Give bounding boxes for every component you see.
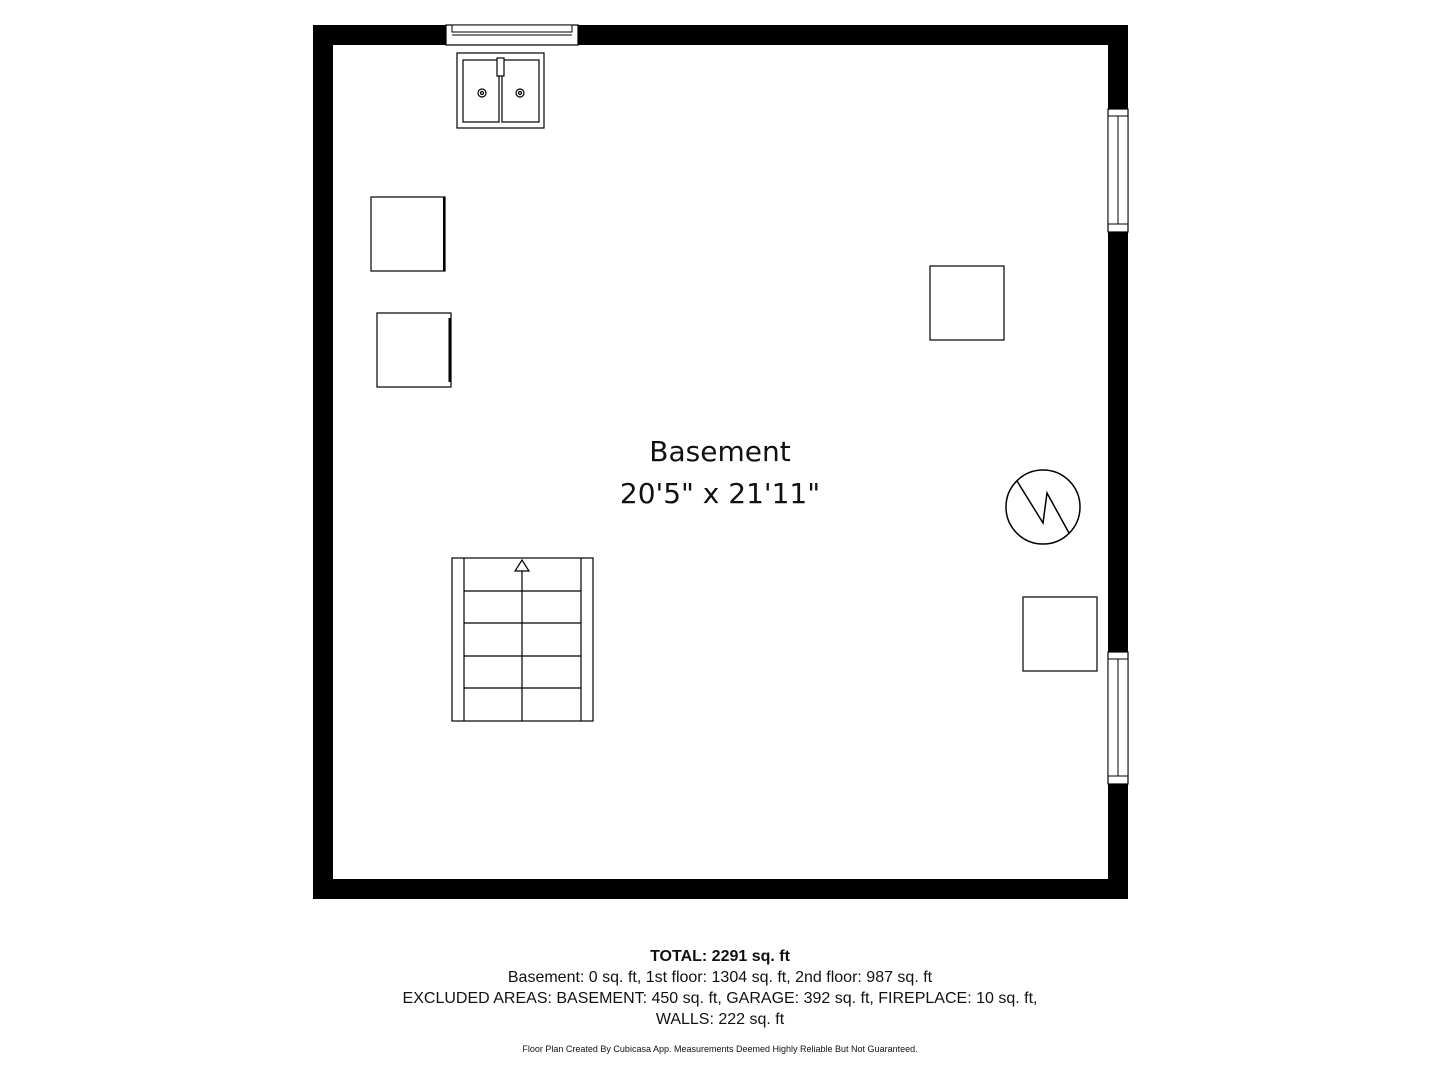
window-icon [1108, 109, 1128, 232]
area-summary [0, 946, 1440, 1054]
window-icon [446, 25, 578, 45]
window-icon [1108, 652, 1128, 784]
room-dimensions: 20'5" x 21'11" [619, 477, 821, 510]
appliance-icon [371, 197, 445, 271]
total-area: TOTAL: 2291 sq. ft [650, 948, 790, 965]
sink-icon [457, 53, 544, 128]
appliance-icon [930, 266, 1004, 340]
walls-area: WALLS: 222 sq. ft [655, 1011, 785, 1028]
floor-areas: Basement: 0 sq. ft, 1st floor: 1304 sq. ft, 2nd floor: 987 sq. ft [507, 969, 933, 986]
stairs-up-icon [452, 558, 593, 721]
appliance-icon [377, 313, 451, 387]
appliance-icon [1023, 597, 1097, 671]
excluded-areas: EXCLUDED AREAS: BASEMENT: 450 sq. ft, GARAGE: 392 sq. ft, FIREPLACE: 10 sq. ft, [402, 990, 1038, 1007]
electrical-panel-icon [1006, 470, 1080, 544]
credit-note: Floor Plan Created By Cubicasa App. Measurements Deemed Highly Reliable But Not Guaranteed. [522, 1044, 918, 1054]
room-name: Basement [649, 435, 791, 468]
